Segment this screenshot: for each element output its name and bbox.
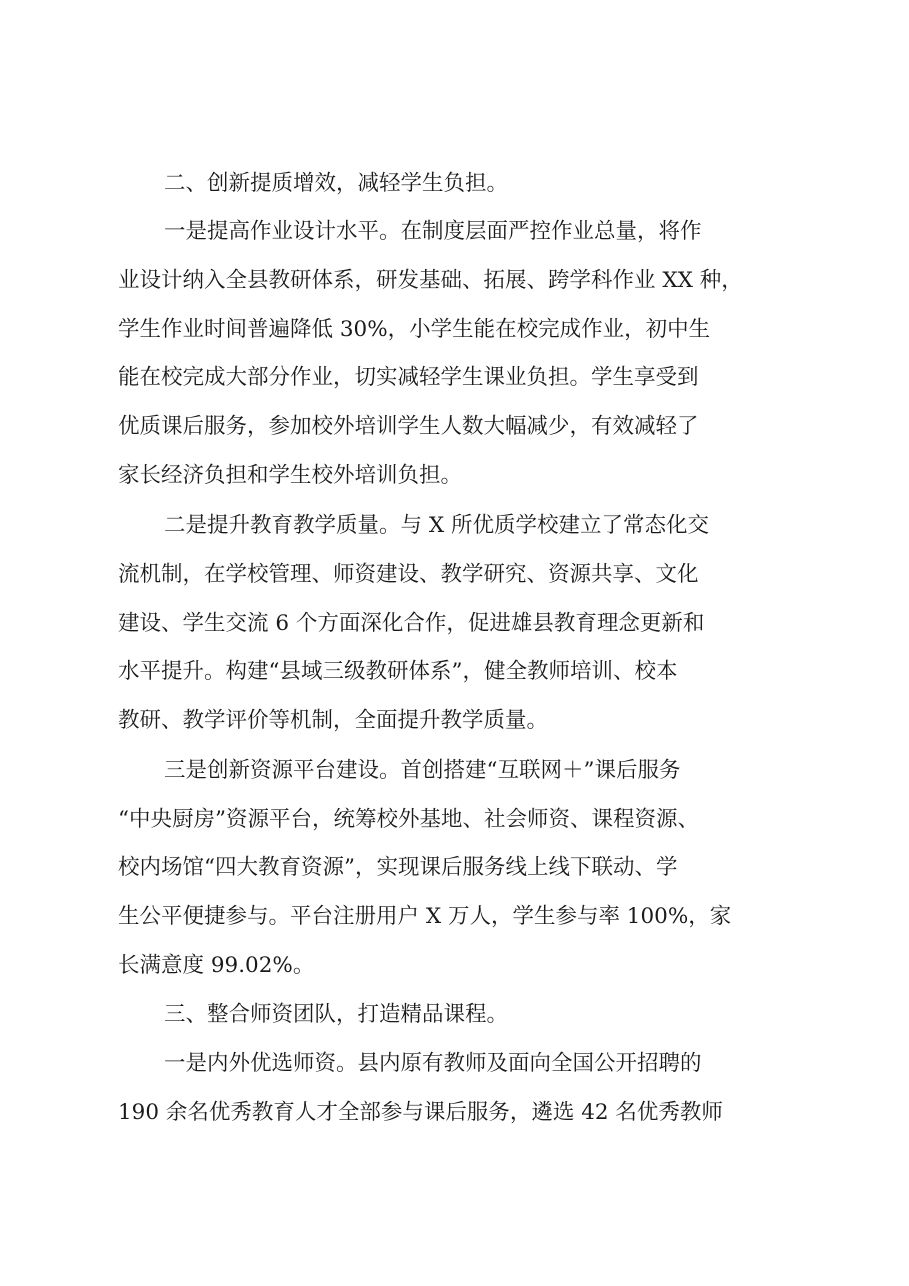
paragraph-line: “中央厨房”资源平台，统筹校外基地、社会师资、课程资源、 <box>118 807 699 832</box>
paragraph-line: 一是提高作业设计水平。在制度层面严控作业总量，将作 <box>164 219 702 244</box>
paragraph-line: 建设、学生交流 6 个方面深化合作，促进雄县教育理念更新和 <box>118 611 705 636</box>
paragraph-line: 二是提升教育教学质量。与 X 所优质学校建立了常态化交 <box>164 513 709 538</box>
section-heading: 二、创新提质增效，减轻学生负担。 <box>164 171 509 196</box>
section-heading: 三、整合师资团队，打造精品课程。 <box>164 1002 509 1027</box>
paragraph-line: 三是创新资源平台建设。首创搭建“互联网＋”课后服务 <box>164 758 681 783</box>
paragraph-line: 能在校完成大部分作业，切实减轻学生课业负担。学生享受到 <box>118 365 699 390</box>
paragraph-line: 长满意度 99.02%。 <box>118 953 315 978</box>
paragraph-line: 优质课后服务，参加校外培训学生人数大幅减少，有效减轻了 <box>118 414 699 439</box>
paragraph-line: 190 余名优秀教育人才全部参与课后服务，遴选 42 名优秀教师 <box>118 1100 723 1125</box>
paragraph-line: 业设计纳入全县教研体系，研发基础、拓展、跨学科作业 XX 种， <box>118 268 743 293</box>
paragraph-line: 家长经济负担和学生校外培训负担。 <box>118 463 463 488</box>
paragraph-line: 一是内外优选师资。县内原有教师及面向全国公开招聘的 <box>164 1051 702 1076</box>
paragraph-line: 校内场馆“四大教育资源”，实现课后服务线上线下联动、学 <box>118 855 678 880</box>
paragraph-line: 教研、教学评价等机制，全面提升教学质量。 <box>118 708 549 733</box>
paragraph-line: 学生作业时间普遍降低 30%，小学生能在校完成作业，初中生 <box>118 317 711 342</box>
paragraph-line: 水平提升。构建“县域三级教研体系”，健全教师培训、校本 <box>118 659 678 684</box>
paragraph-line: 生公平便捷参与。平台注册用户 X 万人，学生参与率 100%，家 <box>118 904 732 929</box>
paragraph-line: 流机制，在学校管理、师资建设、教学研究、资源共享、文化 <box>118 562 699 587</box>
